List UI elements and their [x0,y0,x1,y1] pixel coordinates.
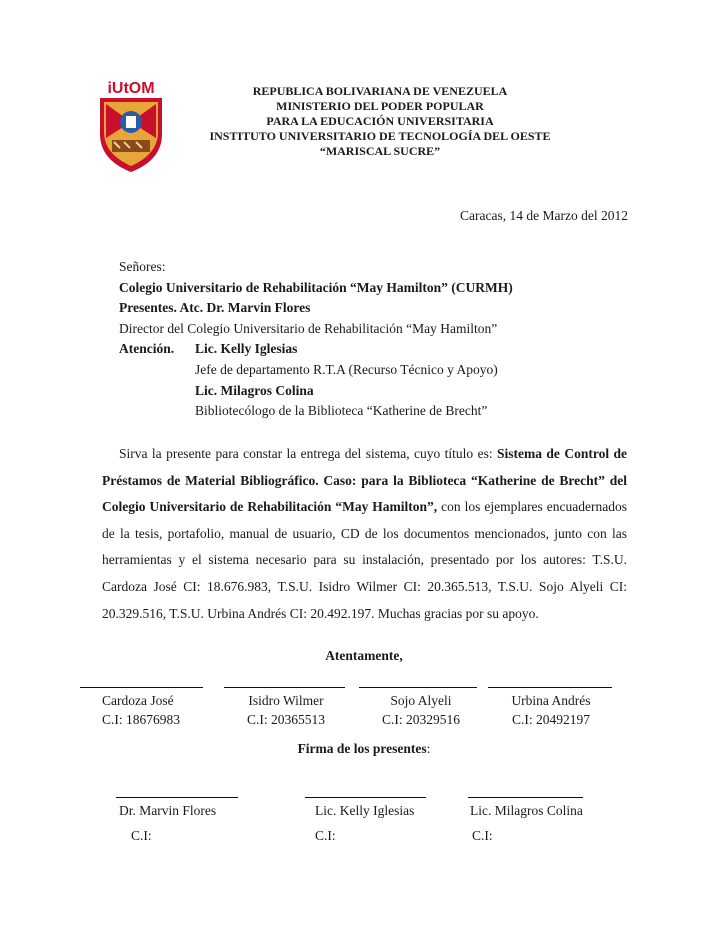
letter-date: Caracas, 14 de Marzo del 2012 [460,208,628,223]
recipient-ci: C.I: [315,828,336,843]
recipient-name: Lic. Kelly Iglesias [315,803,415,818]
attention-person2-role: Bibliotecólogo de la Biblioteca “Katherine de Brecht” [195,403,488,419]
logo-text: iUtOM [107,80,155,97]
author-signature [366,691,476,729]
author-ci: C.I: 20329516 [381,712,460,727]
recipient-name: Dr. Marvin Flores [119,803,217,818]
recipient-name: Lic. Milagros Colina [470,803,583,818]
header-republic: REPUBLICA BOLIVARIANA DE VENEZUELA [252,84,508,98]
author-ci: C.I: 20365513 [246,712,325,727]
recipient-ci: C.I: [131,828,152,843]
recipient-ci: C.I: [472,828,493,843]
addressee-block [119,257,513,422]
firma-label [0,741,728,757]
author-name: Cardoza José [102,693,174,708]
header-ministry: MINISTERIO DEL PODER POPULAR [276,99,484,113]
recipient-signature [119,801,216,845]
author-name: Isidro Wilmer [248,693,324,708]
attention-person1-name: Lic. Kelly Iglesias [195,341,298,357]
signature-line [80,687,203,688]
header-institute: INSTITUTO UNIVERSITARIO DE TECNOLOGÍA DEL OESTE [209,129,551,143]
letterhead [170,84,590,159]
author-name: Sojo Alyeli [390,693,452,708]
recipient-signature [315,801,414,845]
body-rest: con los ejemplares encuadernados de la tesis, portafolio, manual de usuario, CD de los documentos mencionados, junto con las herramientas y el sistema necesario para su instalación, presentado por los autores: T.S.U. Cardoza José CI: 18.676.983, T.S.U. Isidro Wilmer CI: 20.365.513, T.S.U. Sojo Alyeli CI: 20.329.516, T.S.U. Urbina Andrés CI: 20.492.197. Muchas gracias por su apoyo. [102,499,627,621]
author-signature [102,691,180,729]
author-signature [496,691,606,729]
addressee-presentes: Presentes. Atc. Dr. Marvin Flores [119,300,311,316]
addressee-director: Director del Colegio Universitario de Rehabilitación “May Hamilton” [119,320,498,336]
body-system-title: Sistema de Control de Préstamos de Material Bibliográfico. Caso: para la Biblioteca “Katherine de Brecht” del Colegio Universitario de Rehabilitación “May Hamilton”, [102,446,627,515]
signature-line [116,797,238,798]
addressee-institution: Colegio Universitario de Rehabilitación “May Hamilton” (CURMH) [119,279,513,295]
firma-label-text: Firma de los presentes [297,741,427,756]
signature-line [224,687,345,688]
recipient-signature [470,801,583,845]
author-signature [230,691,342,729]
signature-line [305,797,426,798]
author-name: Urbina Andrés [511,693,591,708]
body-paragraph [102,441,627,627]
salutation: Señores: [119,259,166,274]
header-institute-name: “MARISCAL SUCRE” [319,144,441,158]
attention-row [119,339,513,360]
attention-person2-name: Lic. Milagros Colina [195,382,314,398]
signature-line [468,797,583,798]
signature-line [359,687,477,688]
body-intro: Sirva la presente para constar la entrega del sistema, cuyo título es: [119,446,497,461]
signature-line [488,687,612,688]
header-ministry-2: PARA LA EDUCACIÓN UNIVERSITARIA [266,114,494,128]
closing: Atentamente, [325,648,403,663]
firma-colon: : [426,741,431,756]
attention-person1-role: Jefe de departamento R.T.A (Recurso Técnico y Apoyo) [195,361,498,377]
author-ci: C.I: 18676983 [102,712,181,727]
attention-label: Atención. [119,341,175,357]
author-ci: C.I: 20492197 [511,712,590,727]
institute-shield-logo [96,78,166,174]
